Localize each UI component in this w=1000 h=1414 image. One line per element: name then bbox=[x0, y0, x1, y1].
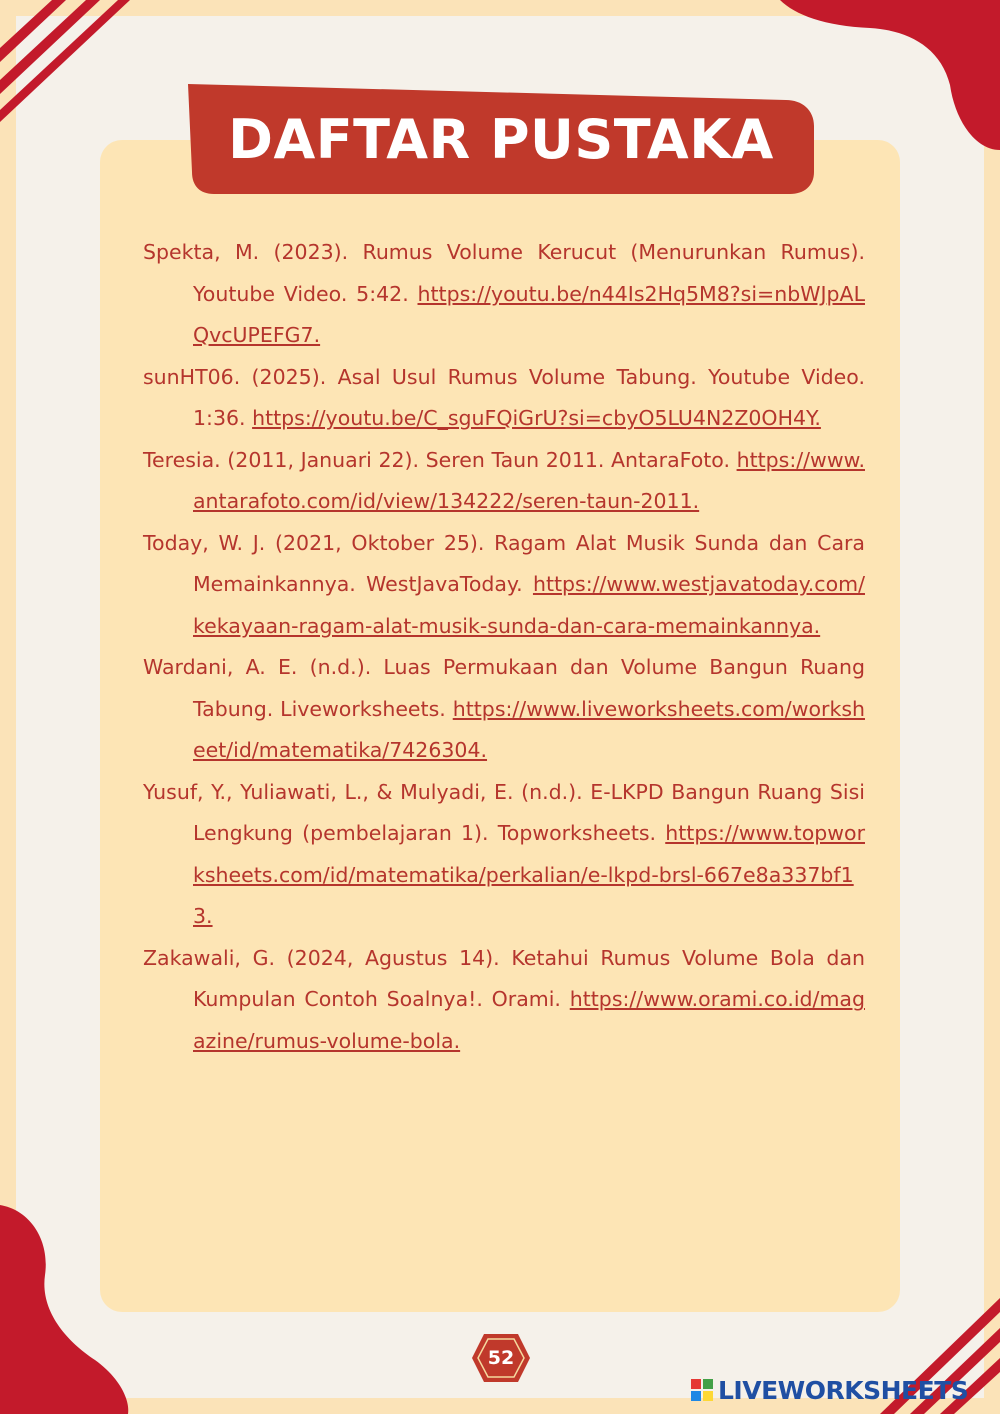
reference-link[interactable]: https://www.antarafoto.com/id/view/134222/seren-taun-2011. bbox=[193, 447, 865, 513]
page-number: 52 bbox=[487, 1347, 515, 1369]
reference-item bbox=[143, 232, 865, 357]
reference-text: sunHT06. (2025). Asal Usul Rumus Volume Tabung. Youtube Video. 1:36. bbox=[143, 364, 865, 430]
reference-link[interactable]: https://youtu.be/n44Is2Hq5M8?si=nbWJpALQvcUPEFG7. bbox=[193, 281, 865, 347]
reference-item bbox=[143, 647, 865, 772]
reference-link[interactable]: https://www.orami.co.id/magazine/rumus-volume-bola. bbox=[193, 987, 865, 1053]
page-title: DAFTAR PUSTAKA bbox=[228, 108, 774, 171]
liveworksheets-logo-text: LIVEWORKSHEETS bbox=[718, 1375, 969, 1405]
reference-item bbox=[143, 440, 865, 523]
reference-link[interactable]: https://youtu.be/C_sguFQiGrU?si=cbyO5LU4N2Z0OH4Y. bbox=[252, 406, 821, 430]
reference-link[interactable]: https://www.liveworksheets.com/worksheet/id/matematika/7426304. bbox=[193, 696, 865, 762]
reference-item bbox=[143, 523, 865, 648]
reference-item bbox=[143, 772, 865, 938]
reference-link[interactable]: https://www.topworksheets.com/id/matematika/perkalian/e-lkpd-brsl-667e8a337bf13. bbox=[193, 821, 865, 928]
liveworksheets-logo bbox=[690, 1374, 968, 1406]
reference-link[interactable]: https://www.westjavatoday.com/kekayaan-ragam-alat-musik-sunda-dan-cara-memainkannya. bbox=[193, 572, 865, 638]
reference-text: Spekta, M. (2023). Rumus Volume Kerucut (Menurunkan Rumus). Youtube Video. 5:42. bbox=[143, 240, 865, 306]
reference-list bbox=[143, 232, 865, 1062]
reference-text: Yusuf, Y., Yuliawati, L., & Mulyadi, E. (n.d.). E-LKPD Bangun Ruang Sisi Lengkung (pembelajaran 1). Topworksheets. bbox=[143, 779, 865, 845]
reference-item bbox=[143, 357, 865, 440]
liveworksheets-logo-icon bbox=[690, 1378, 714, 1402]
reference-text: Zakawali, G. (2024, Agustus 14). Ketahui Rumus Volume Bola dan Kumpulan Contoh Soalnya!. Orami. bbox=[143, 945, 865, 1011]
reference-text: Today, W. J. (2021, Oktober 25). Ragam Alat Musik Sunda dan Cara Memainkannya. WestJavaToday. bbox=[143, 530, 865, 596]
reference-text: Wardani, A. E. (n.d.). Luas Permukaan dan Volume Bangun Ruang Tabung. Liveworksheets. bbox=[143, 655, 865, 721]
reference-item bbox=[143, 938, 865, 1063]
top-left-stroke-3 bbox=[0, 0, 130, 122]
reference-text: Teresia. (2011, Januari 22). Seren Taun 2011. AntaraFoto. bbox=[143, 447, 737, 472]
